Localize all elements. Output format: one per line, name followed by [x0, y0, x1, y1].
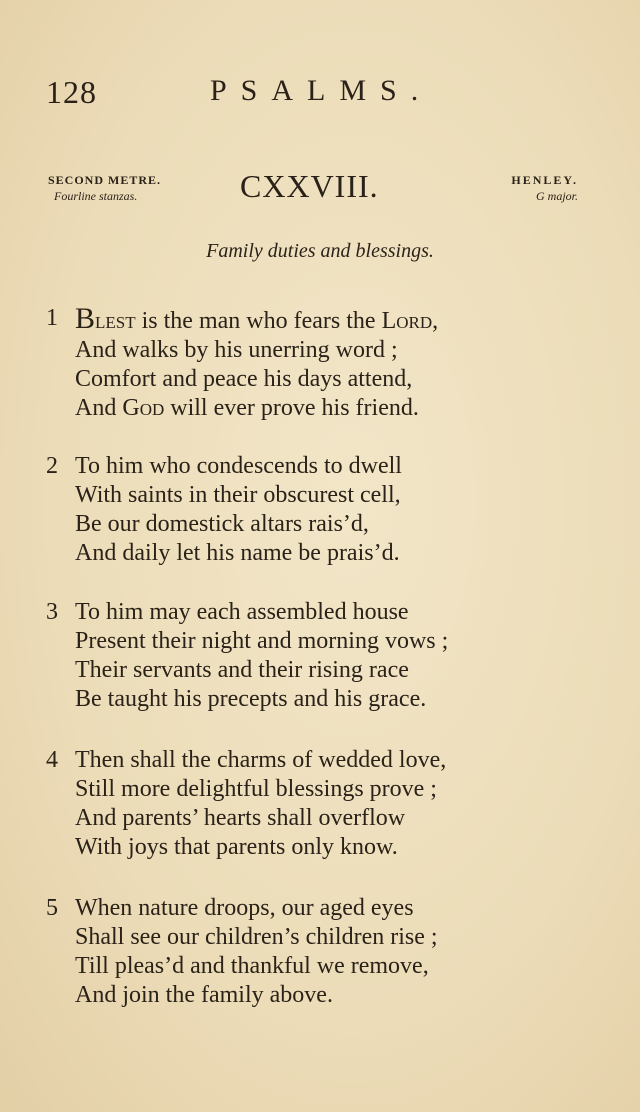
verse-line: Shall see our children’s children rise ; [75, 924, 438, 950]
metre-info [48, 172, 161, 204]
drop-cap: B [75, 302, 96, 335]
stanza-number: 4 [46, 747, 58, 773]
verse-line: Then shall the charms of wedded love, [75, 747, 447, 773]
verse-line: And parents’ hearts shall overflow [75, 805, 406, 831]
verse-line: Be our domestick altars rais’d, [75, 511, 369, 537]
metre-label: SECOND METRE. [48, 173, 162, 187]
stanza-form-label: Fourline stanzas. [54, 189, 138, 203]
tune-key: G major. [535, 189, 578, 203]
verse-line: To him who condescends to dwell [75, 453, 402, 479]
verse-line: To him may each assembled house [75, 599, 409, 625]
verse-line: Till pleas’d and thankful we remove, [75, 953, 429, 979]
stanza-1 [46, 304, 606, 423]
verse-line: With joys that parents only know. [75, 834, 398, 860]
stanza-2 [46, 452, 606, 568]
verse-line: When nature droops, our aged eyes [75, 895, 414, 921]
verse-line: And join the family above. [75, 982, 333, 1008]
page-number: 128 [46, 74, 97, 110]
verse-line: Comfort and peace his days attend, [75, 366, 413, 392]
stanza-4 [46, 746, 606, 862]
stanza-number: 3 [46, 599, 58, 625]
verse-line: Present their night and morning vows ; [75, 628, 449, 654]
stanza-number: 5 [46, 895, 58, 921]
verse-line: Their servants and their rising race [75, 657, 409, 683]
verse-line: And daily let his name be prais’d. [75, 540, 400, 566]
tune-name: HENLEY. [511, 173, 578, 187]
psalm-number: CXXVIII. [240, 168, 379, 204]
verse-line: Still more delightful blessings prove ; [75, 776, 437, 802]
stanza-5 [46, 894, 606, 1010]
verse-line: And walks by his unerring word ; [75, 337, 398, 363]
running-head: PSALMS. [210, 74, 433, 107]
stanza-3 [46, 598, 606, 714]
verse-line: And God will ever prove his friend. [75, 395, 419, 421]
stanza-number: 2 [46, 453, 58, 479]
tune-info [511, 172, 578, 204]
verse-line: Blest is the man who fears the Lord, [75, 302, 439, 335]
verse-line: Be taught his precepts and his grace. [75, 686, 427, 712]
verse-line: With saints in their obscurest cell, [75, 482, 401, 508]
psalm-subtitle: Family duties and blessings. [206, 240, 434, 262]
stanza-number: 1 [46, 305, 58, 331]
